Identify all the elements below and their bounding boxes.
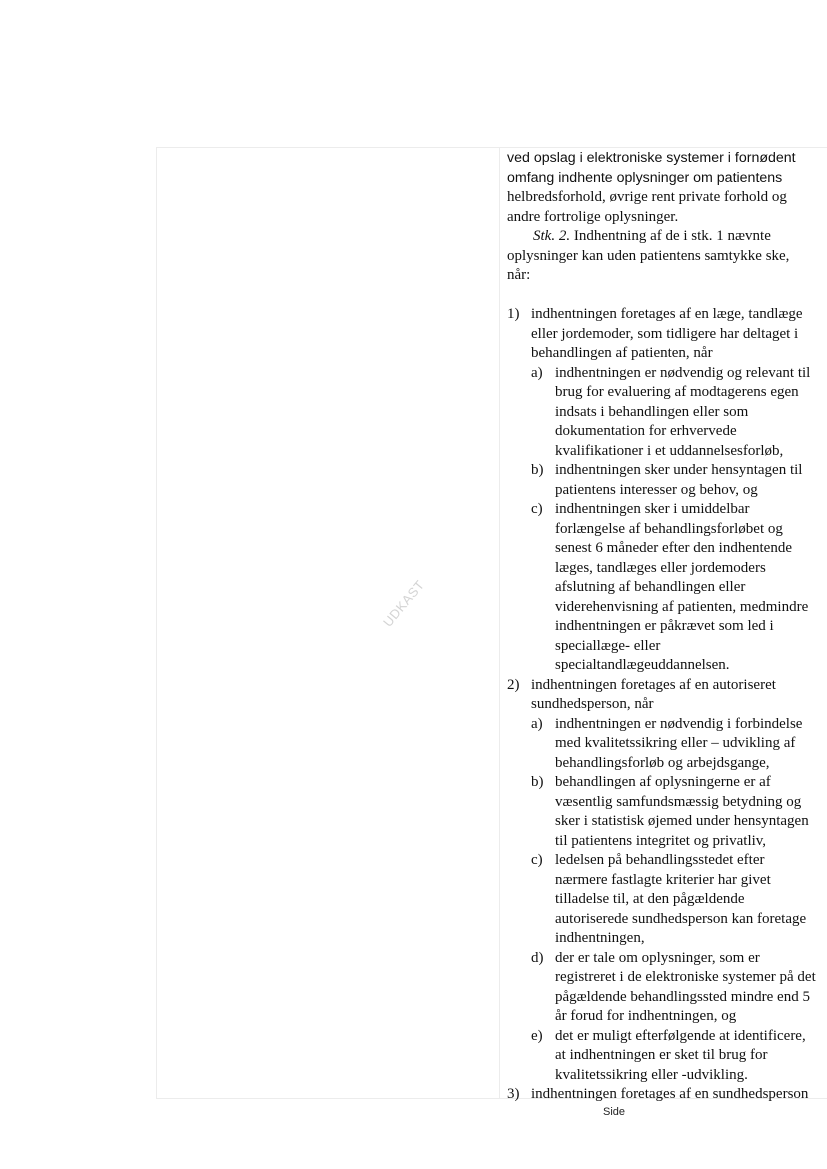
sub-item — [507, 773, 827, 851]
sub-item-letter: b) — [531, 774, 544, 790]
sub-item-line: til patientens integritet og privatliv, — [555, 832, 767, 849]
sub-item-line: brug for evaluering af modtagerens egen — [555, 384, 799, 400]
intro-line: helbredsforhold, øvrige rent private forhold og — [507, 189, 787, 205]
item-line: sundhedsperson, når — [531, 696, 654, 712]
sub-item — [507, 715, 827, 774]
sub-item-line: indhentningen er påkrævet som led i — [555, 618, 774, 634]
intro-line: omfang indhente oplysninger om patientens — [507, 169, 783, 186]
item-number: 1) — [507, 306, 520, 322]
sub-item-letter: a) — [531, 364, 543, 381]
sub-item-letter: c) — [531, 852, 543, 868]
stk-line: oplysninger kan uden patientens samtykke ske, — [507, 247, 790, 264]
sub-item-letter: e) — [531, 1027, 543, 1044]
sub-item-line: læges, tandlæges eller jordemoders — [555, 559, 766, 576]
sub-item-line: forlængelse af behandlingsforløbet og — [555, 520, 783, 537]
item-line: indhentningen foretages af en autoriseret — [531, 676, 776, 693]
sub-item-line: at indhentningen er sket til brug for — [555, 1047, 768, 1063]
list-item — [507, 676, 827, 715]
intro-line: andre fortrolige oplysninger. — [507, 208, 679, 225]
sub-item-letter: d) — [531, 949, 544, 966]
item-line: eller jordemoder, som tidligere har deltaget i — [531, 325, 799, 342]
item-line: behandlingen af patienten, når — [531, 345, 713, 361]
sub-item-line: kvalifikationer i et uddannelsesforløb, — [555, 442, 784, 459]
page-footer: Side — [603, 1106, 626, 1118]
sub-item-line: senest 6 måneder efter den indhentende — [555, 540, 792, 556]
sub-item — [507, 461, 827, 500]
stk-text: Indhentning af de i stk. 1 nævnte — [570, 228, 771, 244]
document-body — [507, 149, 827, 1105]
sub-item-letter: c) — [531, 501, 543, 517]
item-number: 2) — [507, 676, 520, 693]
stk-label: Stk. 2. — [533, 228, 571, 244]
sub-item-line: nærmere fastlagte kriterier har givet — [555, 871, 771, 888]
sub-item-line: dokumentation for erhvervede — [555, 423, 737, 439]
sub-item-line: pågældende behandlingssted mindre end 5 — [555, 988, 810, 1005]
sub-item-line: kvalitetssikring eller -udvikling. — [555, 1066, 748, 1083]
sub-item-line: patientens interesser og behov, og — [555, 481, 758, 498]
sub-item — [507, 949, 827, 1027]
sub-item-line: med kvalitetssikring eller – udvikling af — [555, 735, 796, 751]
sub-item-line: indhentningen er nødvendig og relevant til — [555, 364, 811, 381]
list-item — [507, 1085, 827, 1105]
sub-item-line: det er muligt efterfølgende at identificere, — [555, 1027, 806, 1044]
sub-item-line: afslutning af behandlingen eller — [555, 579, 746, 595]
item-number: 3) — [507, 1086, 520, 1102]
sub-item-line: indhentningen sker i umiddelbar — [555, 501, 750, 517]
sub-item-line: speciallæge- eller — [555, 637, 661, 654]
sub-item-line: behandlingen af oplysningerne er af — [555, 774, 771, 790]
stk-heading — [507, 227, 827, 247]
paragraph-gap — [507, 286, 827, 306]
sub-item-line: indhentningen sker under hensyntagen til — [555, 462, 803, 478]
sub-item-line: viderehenvisning af patienten, medmindre — [555, 598, 809, 615]
numbered-list — [507, 305, 827, 1105]
sub-item-line: år forud for indhentningen, og — [555, 1008, 737, 1024]
sub-item — [507, 1027, 827, 1086]
sub-item-line: indsats i behandlingen eller som — [555, 403, 749, 420]
sub-item-line: der er tale om oplysninger, som er — [555, 949, 760, 966]
item-line: indhentningen foretages af en læge, tandlæge — [531, 306, 803, 322]
sub-item-line: tilladelse til, at den pågældende — [555, 891, 745, 907]
sub-item-line: ledelsen på behandlingsstedet efter — [555, 852, 765, 868]
column-divider — [499, 147, 500, 1099]
sub-item — [507, 851, 827, 949]
intro-line: ved opslag i elektroniske systemer i fornødent — [507, 150, 796, 166]
stk-line: når: — [507, 267, 531, 283]
sub-item-line: registreret i de elektroniske systemer på det — [555, 969, 816, 985]
sub-item — [507, 364, 827, 462]
sub-item — [507, 500, 827, 676]
sub-item-line: indhentningen er nødvendig i forbindelse — [555, 715, 803, 732]
item-line: indhentningen foretages af en sundhedsperson — [531, 1086, 809, 1102]
sub-item-letter: a) — [531, 715, 543, 732]
sub-item-line: behandlingsforløb og arbejdsgange, — [555, 754, 770, 771]
sub-item-line: indhentningen, — [555, 930, 645, 946]
sub-item-line: specialtandlægeuddannelsen. — [555, 657, 730, 673]
watermark: UDKAST — [380, 577, 428, 630]
list-item — [507, 305, 827, 364]
sub-item-letter: b) — [531, 462, 544, 478]
sub-item-line: væsentlig samfundsmæssig betydning og — [555, 793, 802, 810]
sub-item-line: autoriserede sundhedsperson kan foretage — [555, 910, 807, 927]
sub-item-line: sker i statistisk øjemed under hensyntagen — [555, 813, 809, 829]
